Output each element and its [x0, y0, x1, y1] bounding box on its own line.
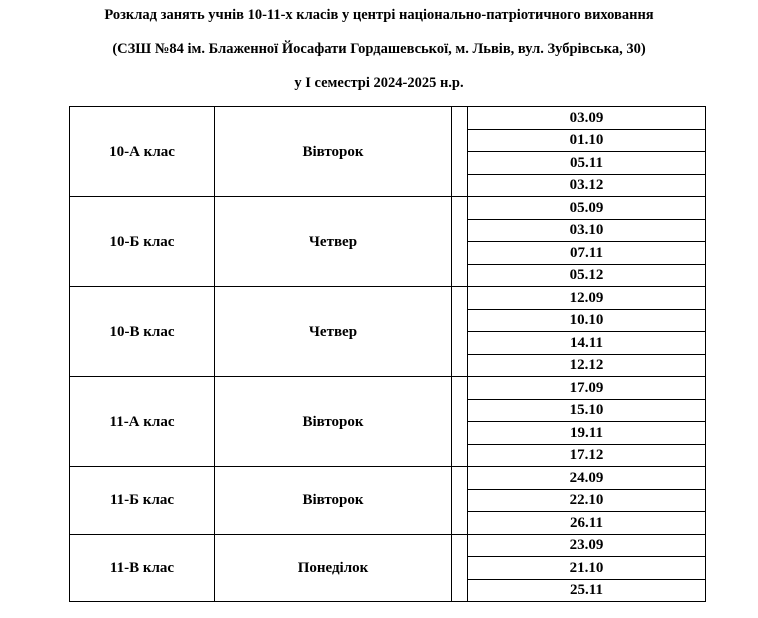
class-name-cell: 10-А клас — [70, 107, 215, 197]
class-name-cell: 11-В клас — [70, 534, 215, 602]
weekday-cell: Понеділок — [215, 534, 452, 602]
weekday-cell: Вівторок — [215, 467, 452, 535]
semester-label: у І семестрі 2024-2025 н.р. — [294, 75, 464, 91]
spacer-cell — [452, 287, 468, 377]
table-row — [70, 377, 706, 400]
date-cell: 01.10 — [468, 129, 706, 152]
date-cell: 24.09 — [468, 467, 706, 490]
class-name-cell: 11-А клас — [70, 377, 215, 467]
weekday-cell: Четвер — [215, 197, 452, 287]
table-row — [70, 107, 706, 130]
date-cell: 10.10 — [468, 309, 706, 332]
spacer-cell — [452, 197, 468, 287]
spacer-cell — [452, 107, 468, 197]
weekday-cell: Вівторок — [215, 377, 452, 467]
date-cell: 21.10 — [468, 557, 706, 580]
table-row — [70, 287, 706, 310]
date-cell: 05.11 — [468, 152, 706, 175]
spacer-cell — [452, 534, 468, 602]
date-cell: 15.10 — [468, 399, 706, 422]
table-row — [70, 197, 706, 220]
school-address: (СЗШ №84 ім. Блаженної Йосафати Гордашевської, м. Львів, вул. Зубрівська, 30) — [112, 41, 646, 57]
date-cell: 05.12 — [468, 264, 706, 287]
date-cell: 03.12 — [468, 174, 706, 197]
date-cell: 17.09 — [468, 377, 706, 400]
class-name-cell: 10-Б клас — [70, 197, 215, 287]
spacer-cell — [452, 377, 468, 467]
date-cell: 12.09 — [468, 287, 706, 310]
spacer-cell — [452, 467, 468, 535]
schedule-table-body — [70, 107, 706, 602]
class-name-cell: 11-Б клас — [70, 467, 215, 535]
date-cell: 07.11 — [468, 242, 706, 265]
date-cell: 03.10 — [468, 219, 706, 242]
date-cell: 17.12 — [468, 444, 706, 467]
date-cell: 25.11 — [468, 579, 706, 602]
date-cell: 05.09 — [468, 197, 706, 220]
table-row — [70, 467, 706, 490]
weekday-cell: Четвер — [215, 287, 452, 377]
table-row — [70, 534, 706, 557]
weekday-cell: Вівторок — [215, 107, 452, 197]
date-cell: 19.11 — [468, 422, 706, 445]
schedule-title: Розклад занять учнів 10-11-х класів у центрі національно-патріотичного виховання — [104, 7, 654, 23]
date-cell: 12.12 — [468, 354, 706, 377]
date-cell: 14.11 — [468, 332, 706, 355]
date-cell: 23.09 — [468, 534, 706, 557]
date-cell: 26.11 — [468, 512, 706, 535]
class-name-cell: 10-В клас — [70, 287, 215, 377]
date-cell: 22.10 — [468, 489, 706, 512]
schedule-table — [69, 106, 706, 602]
date-cell: 03.09 — [468, 107, 706, 130]
